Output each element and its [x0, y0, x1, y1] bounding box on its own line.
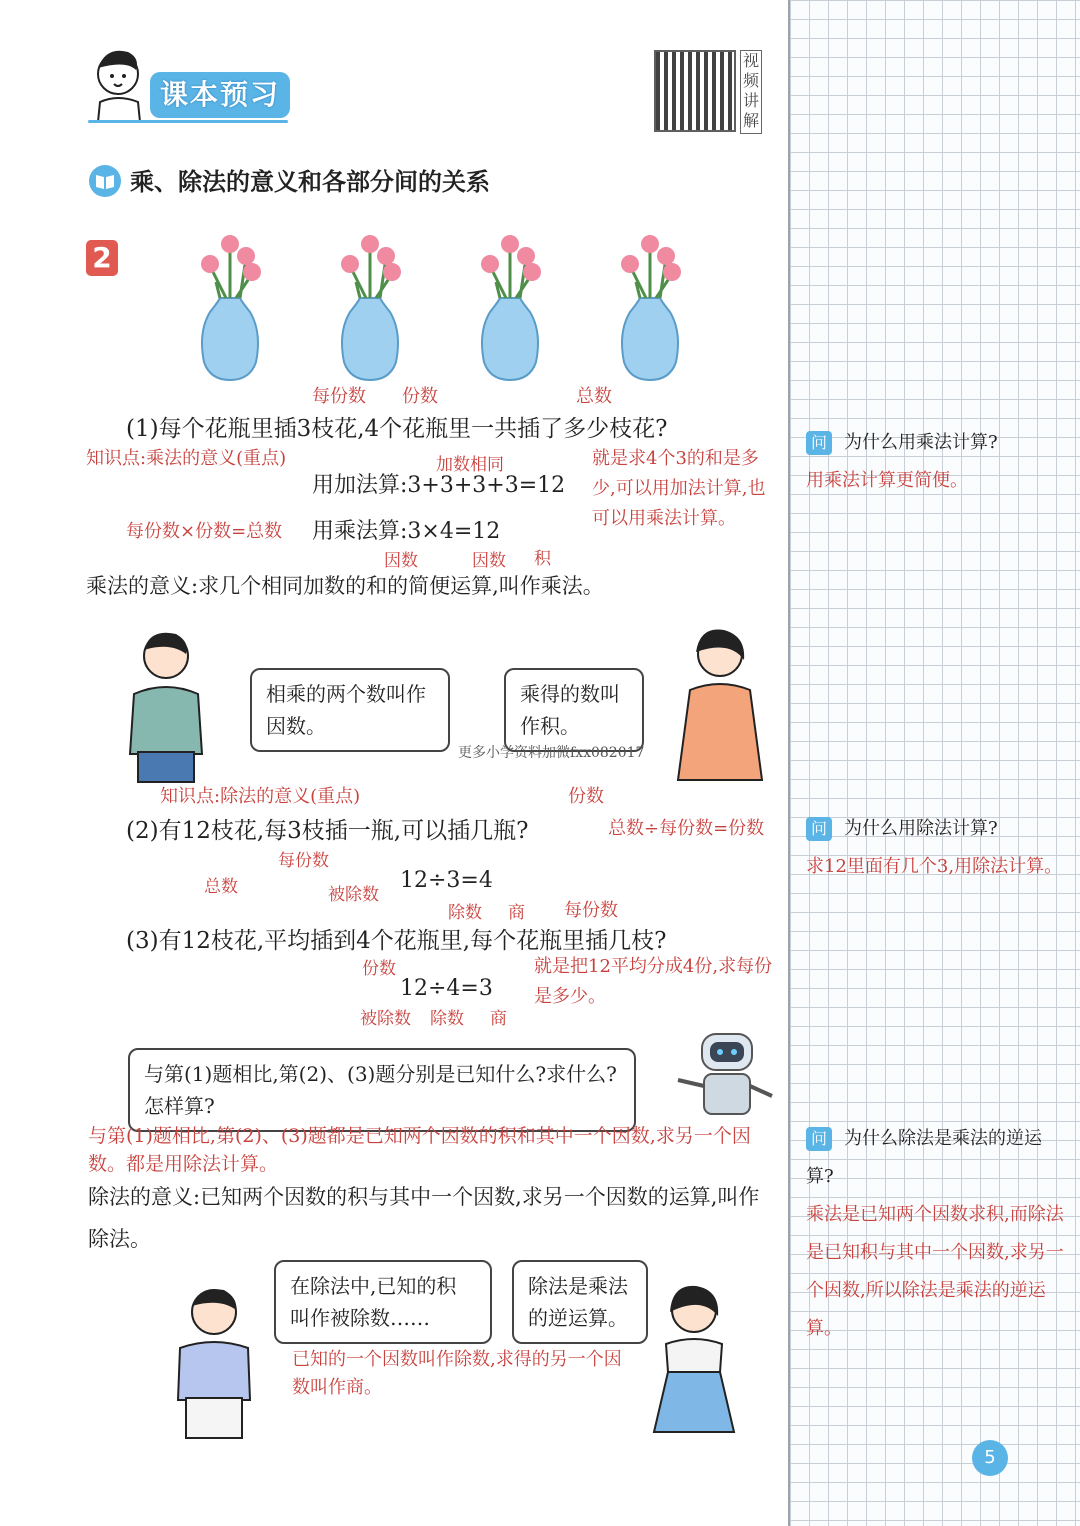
side-a3-text: 乘法是已知两个因数求积,而除法是已知积与其中一个因数,求另一个因数,所以除法是乘法的逆运算。 — [806, 1204, 1064, 1339]
boy-mascot-icon — [86, 40, 156, 125]
side-q1-text: 为什么用乘法计算? — [844, 432, 998, 453]
flower-vases-illustration — [190, 232, 700, 382]
qr-label: 视频讲解 — [740, 50, 762, 134]
division-equation-2: 12÷3=4 — [400, 868, 493, 893]
speech-bubble-dividend: 在除法中,已知的积叫作被除数…… — [274, 1260, 492, 1344]
multiplication-formula: 每份数×份数=总数 — [126, 521, 283, 542]
label-each-2: 每份数 — [278, 851, 329, 871]
side-question-2 — [806, 810, 1066, 886]
label-parts-3: 份数 — [362, 959, 396, 979]
boy-character-2-icon — [150, 1282, 280, 1442]
division-note-3: 就是把12平均分成4份,求每份是多少。 — [534, 956, 773, 1007]
dividend-label-2: 被除数 — [328, 885, 379, 905]
speech-bubble-product: 乘得的数叫作积。 — [504, 668, 644, 752]
speech-bubble-factor: 相乘的两个数叫作因数。 — [250, 668, 450, 752]
product-label: 积 — [534, 549, 551, 569]
label-total: 总数 — [576, 386, 612, 407]
boy-character-icon — [120, 624, 220, 784]
label-each: 每份数 — [312, 386, 366, 407]
section-title: 乘、除法的意义和各部分间的关系 — [130, 168, 490, 196]
page-number: 5 — [972, 1440, 1008, 1476]
knowledge-point-division: 知识点:除法的意义(重点) — [160, 786, 361, 807]
factor-label-2: 因数 — [472, 551, 506, 571]
side-question-1 — [806, 424, 1066, 500]
factor-label-1: 因数 — [384, 551, 418, 571]
side-question-3 — [806, 1120, 1066, 1348]
question-3: (3)有12枝花,平均插到4个花瓶里,每个花瓶里插几枝? — [126, 928, 667, 954]
divisor-label-2: 除数 — [448, 903, 482, 923]
header-title: 课本预习 — [150, 72, 290, 118]
header-underline — [88, 120, 288, 123]
watermark-text: 更多小学资料加微fxx082017 — [458, 745, 645, 761]
label-total-2: 总数 — [204, 877, 238, 897]
division-terms-note: 已知的一个因数叫作除数,求得的另一个因数叫作商。 — [292, 1349, 622, 1398]
division-equation-3: 12÷4=3 — [400, 976, 493, 1001]
question-icon: 问 — [806, 817, 832, 841]
girl-character-2-icon — [640, 1276, 750, 1436]
compare-bubble: 与第(1)题相比,第(2)、(3)题分别是已知什么?求什么?怎样算? — [128, 1048, 636, 1132]
side-a2-text: 求12里面有几个3,用除法计算。 — [806, 856, 1063, 877]
quotient-label-2: 商 — [508, 903, 525, 923]
example-badge: 2 — [86, 240, 118, 276]
quotient-label-3: 商 — [490, 1009, 507, 1029]
dividend-label-3: 被除数 — [360, 1009, 411, 1029]
label-parts-2: 份数 — [568, 786, 604, 807]
label-each-3: 每份数 — [564, 900, 618, 921]
same-addend-label: 加数相同 — [436, 455, 504, 475]
divisor-label-3: 除数 — [430, 1009, 464, 1029]
addition-equation: 用加法算:3+3+3+3=12 — [312, 473, 566, 498]
side-q3-text: 为什么除法是乘法的逆运算? — [806, 1128, 1042, 1187]
question-1: (1)每个花瓶里插3枝花,4个花瓶里一共插了多少枝花? — [126, 416, 668, 442]
robot-icon — [668, 1030, 780, 1120]
question-icon: 问 — [806, 431, 832, 455]
multiplication-equation: 用乘法算:3×4=12 — [312, 519, 501, 544]
multiplication-meaning: 乘法的意义:求几个相同加数的和的简便运算,叫作乘法。 — [86, 574, 604, 598]
knowledge-point-multiplication: 知识点:乘法的意义(重点) — [86, 448, 287, 469]
question-icon: 问 — [806, 1127, 832, 1151]
label-parts: 份数 — [402, 386, 438, 407]
question-2: (2)有12枝花,每3枝插一瓶,可以插几瓶? — [126, 818, 529, 844]
side-q2-text: 为什么用除法计算? — [844, 818, 998, 839]
speech-bubble-inverse: 除法是乘法的逆运算。 — [512, 1260, 648, 1344]
division-formula: 总数÷每份数=份数 — [608, 818, 765, 839]
girl-character-icon — [660, 620, 770, 785]
qr-code-icon[interactable] — [654, 50, 736, 132]
compare-answer: 与第(1)题相比,第(2)、(3)题都是已知两个因数的积和其中一个因数,求另一个因数。都是用除法计算。 — [88, 1125, 751, 1175]
book-icon — [88, 164, 122, 198]
side-a1-text: 用乘法计算更简便。 — [806, 470, 968, 491]
multiplication-note: 就是求4个3的和是多少,可以用加法计算,也可以用乘法计算。 — [592, 448, 766, 529]
division-meaning: 除法的意义:已知两个因数的积与其中一个因数,求另一个因数的运算,叫作除法。 — [88, 1185, 760, 1251]
